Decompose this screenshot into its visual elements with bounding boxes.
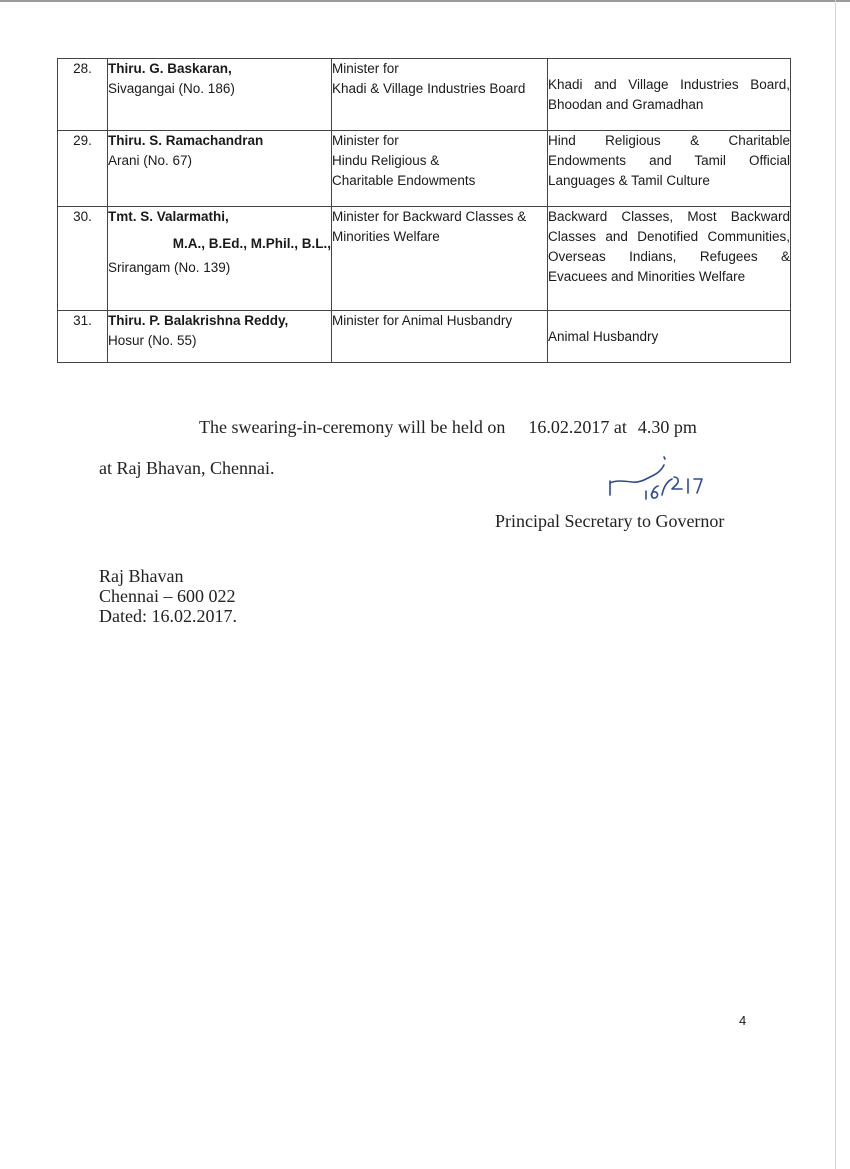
minister-name: Thiru. P. Balakrishna Reddy, [108,313,289,328]
portfolio-cell: Animal Husbandry [548,311,791,363]
page-right-edge [835,0,836,1169]
post-cell [332,207,548,311]
post-line: Minister for Backward Classes & Minorities Welfare [332,209,527,244]
portfolio-cell: Hind Religious & Charitable Endowments and Tamil Official Languages & Tamil Culture [548,131,791,207]
ceremony-notice [199,417,697,438]
post-line: Khadi & Village Industries Board [332,81,526,96]
notice-text: The swearing-in-ceremony will be held on [199,417,506,437]
minister-name-cell [108,59,332,131]
post-cell [332,131,548,207]
post-cell [332,311,548,363]
post-line: Minister for [332,61,399,76]
minister-name-cell [108,207,332,311]
portfolio-cell: Khadi and Village Industries Board, Bhoodan and Gramadhan [548,59,791,131]
minister-name: Thiru. S. Ramachandran [108,133,264,148]
row-number: 28. [58,59,108,131]
row-number: 29. [58,131,108,207]
address-line: Chennai – 600 022 [99,586,236,606]
post-line: Minister for [332,133,399,148]
minister-name-cell [108,131,332,207]
dated-line: Dated: 16.02.2017. [99,606,237,626]
minister-name: Tmt. S. Valarmathi, [108,209,229,224]
page-top-edge [0,0,850,2]
signature-icon [602,455,732,503]
post-line: Minister for Animal Husbandry [332,313,513,328]
qualification: M.A., B.Ed., M.Phil., B.L., [172,236,331,251]
post-cell [332,59,548,131]
ministers-table [57,58,791,363]
minister-name-cell [108,311,332,363]
ceremony-date: 16.02.2017 [528,417,610,437]
page-number: 4 [739,1013,747,1028]
post-line: Hindu Religious & Charitable Endowments [332,153,476,188]
constituency: Arani (No. 67) [108,153,193,168]
row-number: 30. [58,207,108,311]
table-row [58,207,791,311]
portfolio-cell: Backward Classes, Most Backward Classes and Denotified Communities, Overseas Indians, Refugees & Evacuees and Minorities Welfare [548,207,791,311]
address-line: Raj Bhavan [99,566,184,586]
issuing-address [99,566,237,626]
row-number: 31. [58,311,108,363]
signatory-designation: Principal Secretary to Governor [495,511,725,531]
notice-at: at [613,417,627,437]
table-row [58,59,791,131]
minister-name: Thiru. G. Baskaran, [108,61,232,76]
constituency: Sivagangai (No. 186) [108,81,235,96]
ceremony-venue: at Raj Bhavan, Chennai. [99,458,275,478]
table-row [58,131,791,207]
constituency: Hosur (No. 55) [108,333,197,348]
ceremony-time: 4.30 pm [637,417,697,437]
table-row [58,311,791,363]
constituency: Srirangam (No. 139) [108,260,231,275]
